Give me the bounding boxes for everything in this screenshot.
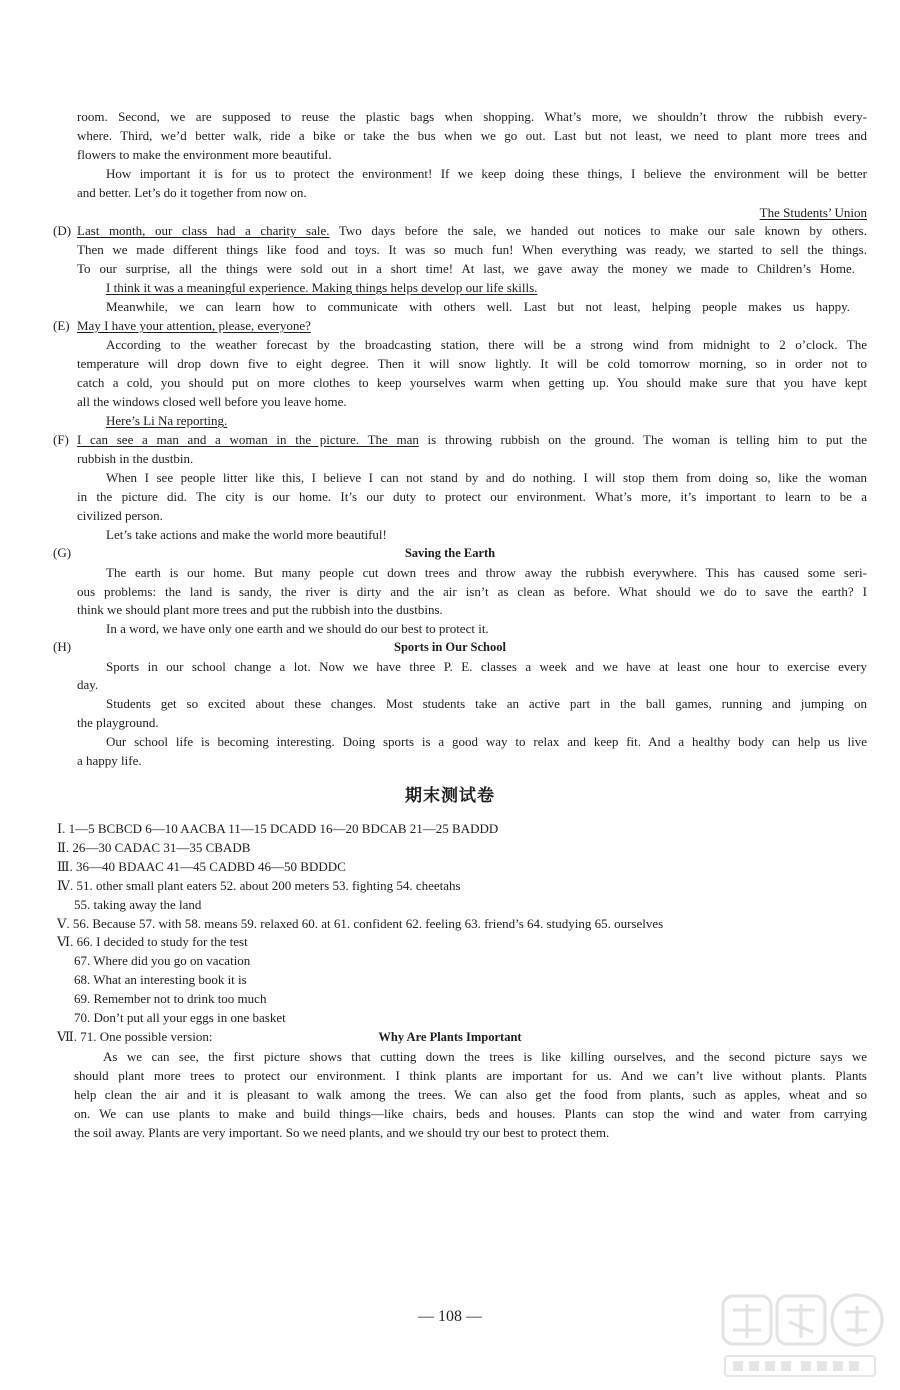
text-line: catch a cold, you should put on more clothes to keep yourselves warm when getting up. You should make sure that you have kept — [77, 375, 867, 390]
text-line — [106, 278, 867, 297]
text-line — [77, 316, 867, 335]
answer-line: Ⅳ. 51. other small plant eaters 52. about 200 meters 53. fighting 54. cheetahs — [57, 878, 461, 893]
answer-line: 67. Where did you go on vacation — [74, 953, 251, 968]
watermark-stroke — [845, 1306, 869, 1334]
watermark-letter — [817, 1361, 827, 1371]
text-span: Two days before the sale, we handed out notices to make our sale known by others. — [329, 223, 867, 238]
text-line: Sports in our school change a lot. Now we have three P. E. classes a week and we have at least one hour to exercise every — [106, 659, 867, 674]
text-line — [106, 411, 867, 430]
watermark-logo — [715, 1290, 890, 1382]
answer-line: Ⅰ. 1—5 BCBCD 6—10 AACBA 11—15 DCADD 16—20 BDCAB 21—25 BADDD — [57, 821, 499, 836]
text-line: temperature will drop down five to eight degree. Then it will snow lightly. It will be cold tomorrow morning, so in order not to — [77, 356, 867, 371]
text-line: in the picture did. The city is our home. It’s our duty to protect our environment. What’s more, it’s important to learn to be a — [77, 489, 867, 504]
underlined-sentence: Last month, our class had a charity sale. — [77, 223, 330, 238]
watermark-letter — [801, 1361, 811, 1371]
text-line: To our surprise, all the things were sold out in a short time! At last, we gave away the money we made to Children’s Home. — [77, 261, 855, 276]
text-line: on. We can use plants to make and build things—like chairs, beds and houses. Plants can stop the wind and water from carrying — [74, 1106, 867, 1121]
section-label-e: (E) — [53, 318, 70, 333]
underlined-sentence: I can see a man and a woman in the picture. The man — [77, 432, 419, 447]
section-label-g: (G) — [53, 545, 72, 560]
text-line: think we should plant more trees and put the rubbish into the dustbins. — [77, 602, 443, 617]
text-line: should plant more trees to protect our environment. I think plants are important for us. And we can’t live without plants. Plants — [74, 1068, 867, 1083]
answer-line: 70. Don’t put all your eggs in one basket — [74, 1010, 286, 1025]
text-line: and better. Let’s do it together from now on. — [77, 185, 307, 200]
watermark-letter — [765, 1361, 775, 1371]
text-line: Students get so excited about these changes. Most students take an active part in the ball games, running and jumping on — [106, 696, 867, 711]
watermark-letter — [849, 1361, 859, 1371]
watermark-stroke — [787, 1304, 815, 1338]
essay-title: Why Are Plants Important — [378, 1030, 522, 1044]
text-line: In a word, we have only one earth and we should do our best to protect it. — [106, 621, 489, 636]
essay-title: Sports in Our School — [394, 640, 506, 654]
text-line: all the windows closed well before you leave home. — [77, 394, 347, 409]
answer-line: Ⅶ. 71. One possible version: — [57, 1029, 213, 1044]
watermark-letter — [781, 1361, 791, 1371]
signature: The Students’ Union — [759, 205, 867, 220]
answer-line: 68. What an interesting book it is — [74, 972, 247, 987]
answer-line: 55. taking away the land — [74, 897, 202, 912]
text-line: ous problems: the land is sandy, the river is dirty and the air isn’t as clean as before. What should we do to save the earth? I — [77, 584, 867, 599]
text-line: How important it is for us to protect the environment! If we keep doing these things, I believe the environment will be better — [106, 166, 867, 181]
text-line: a happy life. — [77, 753, 142, 768]
section-title: 期末测试卷 — [405, 786, 495, 806]
text-line: the playground. — [77, 715, 159, 730]
text-line: day. — [77, 677, 99, 692]
answer-line: Ⅴ. 56. Because 57. with 58. means 59. relaxed 60. at 61. confident 62. feeling 63. friend’s 64. studying 65. ourselves — [57, 916, 664, 931]
section-label-f: (F) — [53, 432, 69, 447]
watermark-letter — [833, 1361, 843, 1371]
watermark-stroke — [733, 1304, 761, 1338]
text-line: flowers to make the environment more beautiful. — [77, 147, 332, 162]
text-line: When I see people litter like this, I believe I can not stand by and do nothing. I will stop them from doing so, like the woman — [106, 470, 867, 485]
text-line: Let’s take actions and make the world more beautiful! — [106, 527, 387, 542]
underlined-sentence: May I have your attention, please, everyone? — [77, 318, 311, 333]
answer-line: 69. Remember not to drink too much — [74, 991, 267, 1006]
text-line: the soil away. Plants are very important. So we need plants, and we should try our best to protect them. — [74, 1125, 610, 1140]
text-line: The earth is our home. But many people cut down trees and throw away the rubbish everywhere. This has caused some seri- — [106, 565, 867, 580]
watermark-letter — [749, 1361, 759, 1371]
answer-line: Ⅲ. 36—40 BDAAC 41—45 CADBD 46—50 BDDDC — [57, 859, 346, 874]
essay-title: Saving the Earth — [404, 546, 496, 560]
text-span: is throwing rubbish on the ground. The woman is telling him to put the — [418, 432, 867, 447]
text-line: According to the weather forecast by the broadcasting station, there will be a strong wind from midnight to 2 o’clock. The — [106, 337, 867, 352]
text-line: help clean the air and it is pleasant to walk among the trees. We can also get the food from plants, such as apples, wheat and so — [74, 1087, 867, 1102]
page-number: — 108 — — [418, 1308, 482, 1325]
section-label-h: (H) — [53, 639, 72, 654]
section-label-d: (D) — [53, 223, 72, 238]
text-line: As we can see, the first picture shows that cutting down the trees is like killing ourselves, and the second picture says we — [103, 1049, 867, 1064]
text-line: Meanwhile, we can learn how to communicate with others well. Last but not least, helping people makes us happy. — [106, 299, 850, 314]
text-line: room. Second, we are supposed to reuse the plastic bags when shopping. What’s more, we shouldn’t throw the rubbish every- — [77, 109, 867, 124]
text-line: Our school life is becoming interesting. Doing sports is a good way to relax and keep fit. And a healthy body can help us live — [106, 734, 867, 749]
answer-line: Ⅵ. 66. I decided to study for the test — [57, 934, 248, 949]
text-line — [77, 430, 867, 449]
text-line: civilized person. — [77, 508, 163, 523]
text-line: Then we made different things like food and toys. It was so much fun! When everything was ready, we started to sell the things. — [77, 242, 867, 257]
underlined-sentence: I think it was a meaningful experience. Making things helps develop our life skills. — [106, 280, 538, 295]
text-line: where. Third, we’d better walk, ride a bike or take the bus when we go out. Last but not least, we need to plant more trees and — [77, 128, 867, 143]
text-line — [77, 221, 867, 240]
watermark-letter — [733, 1361, 743, 1371]
text-line: rubbish in the dustbin. — [77, 451, 194, 466]
underlined-sentence: Here’s Li Na reporting. — [106, 413, 228, 428]
answer-line: Ⅱ. 26—30 CADAC 31—35 CBADB — [57, 840, 251, 855]
